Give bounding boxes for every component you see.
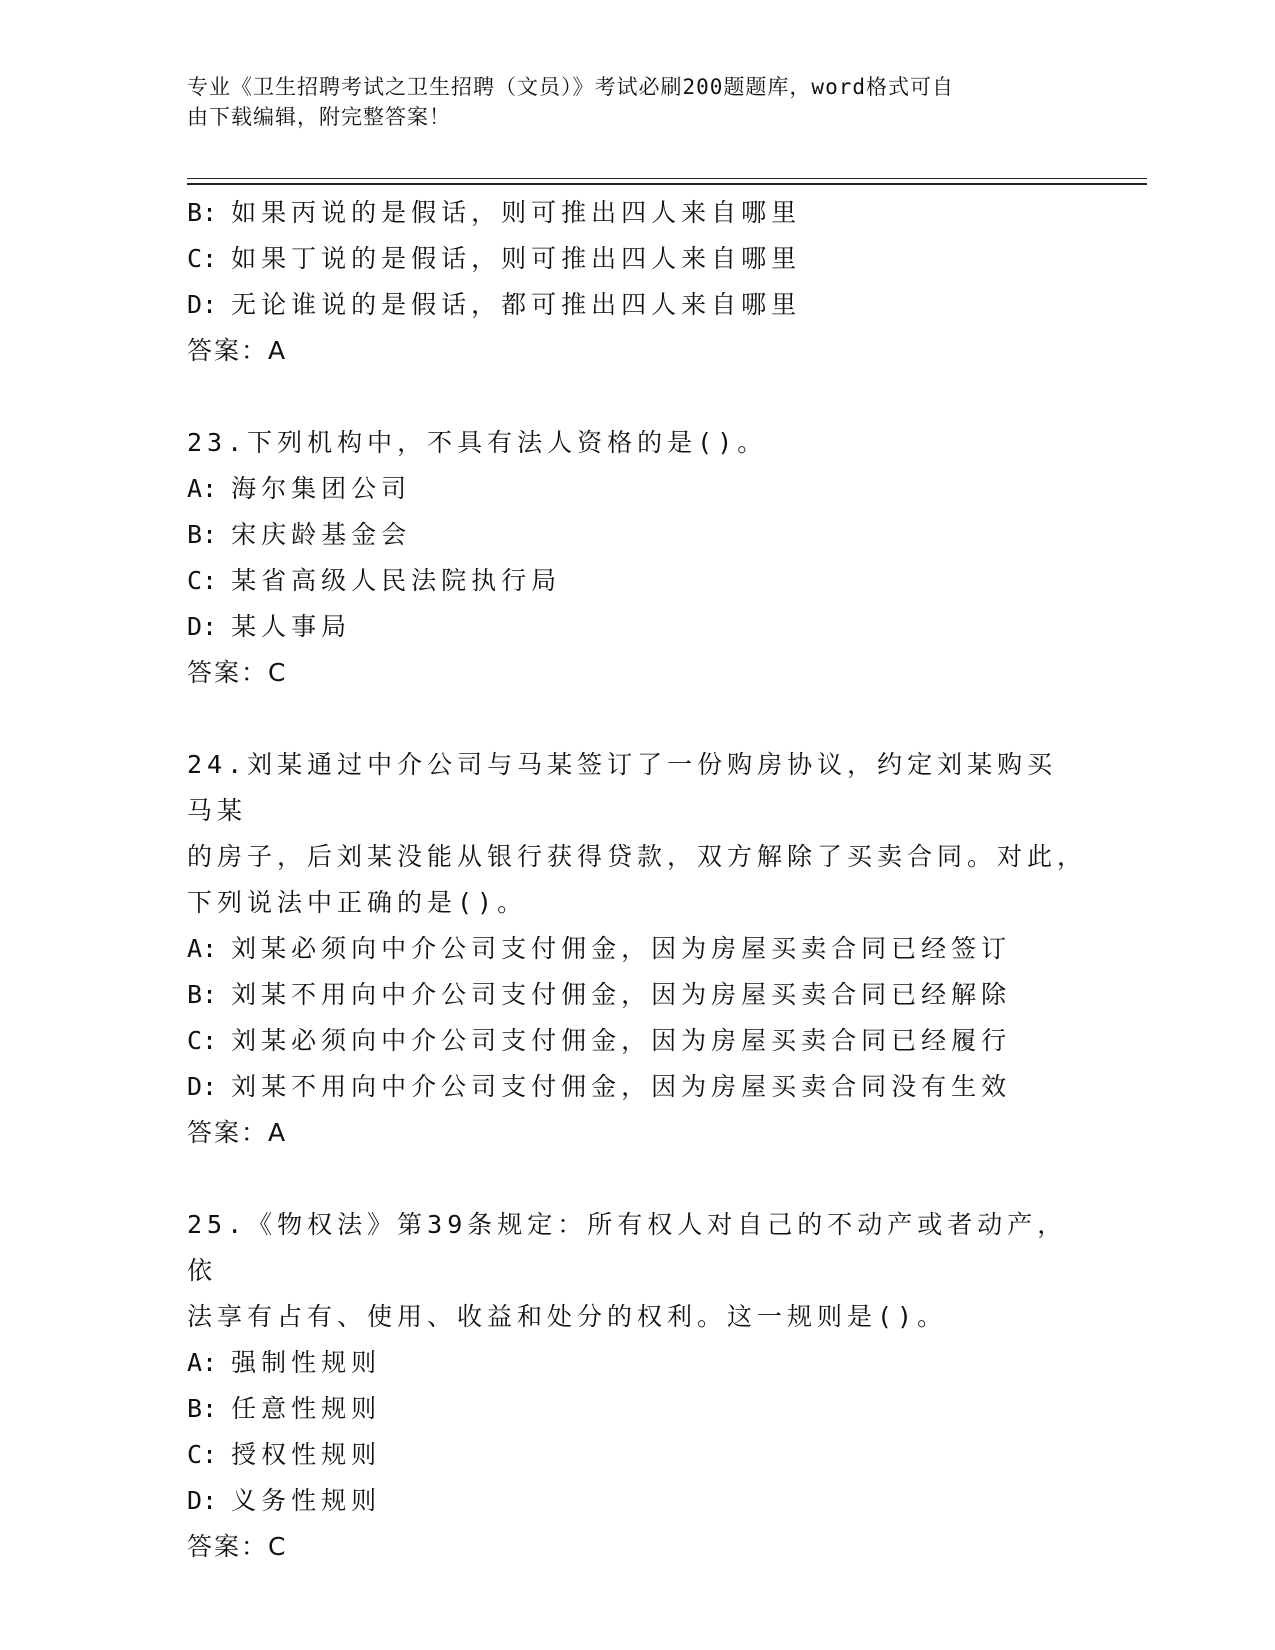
option-row <box>187 512 1087 558</box>
question-stem: 25.《物权法》第39条规定：所有权人对自己的不动产或者动产，依 <box>187 1210 1068 1285</box>
question-stem: 法享有占有、使用、收益和处分的权利。这一规则是()。 <box>187 1302 948 1331</box>
option-text: 刘某不用向中介公司支付佣金，因为房屋买卖合同没有生效 <box>231 1072 1012 1101</box>
option-row <box>187 1018 1087 1064</box>
option-row <box>187 604 1087 650</box>
question-24 <box>187 742 1087 1156</box>
option-text: 刘某必须向中介公司支付佣金，因为房屋买卖合同已经履行 <box>231 1026 1012 1055</box>
header-title-line-2: 由下载编辑，附完整答案！ <box>187 105 451 129</box>
option-text: 某省高级人民法院执行局 <box>231 566 562 595</box>
option-row <box>187 466 1087 512</box>
option-row <box>187 1432 1087 1478</box>
option-row <box>187 190 1087 236</box>
answer-line: 答案：C <box>187 1532 288 1561</box>
option-text: 义务性规则 <box>231 1486 382 1515</box>
spacer <box>187 374 1087 420</box>
option-key: D: <box>187 1072 218 1101</box>
option-key: B: <box>187 1394 218 1423</box>
option-key: A: <box>187 1348 218 1377</box>
option-row <box>187 1478 1087 1524</box>
option-key: C: <box>187 244 218 273</box>
option-row <box>187 558 1087 604</box>
document-header <box>187 72 1067 132</box>
answer-line: 答案：A <box>187 336 288 365</box>
option-key: B: <box>187 980 218 1009</box>
option-text: 授权性规则 <box>231 1440 382 1469</box>
option-key: D: <box>187 290 218 319</box>
option-row <box>187 1386 1087 1432</box>
answer-line: 答案：A <box>187 1118 288 1147</box>
question-stem: 的房子，后刘某没能从银行获得贷款，双方解除了买卖合同。对此， <box>187 842 1088 871</box>
option-text: 如果丙说的是假话，则可推出四人来自哪里 <box>231 198 802 227</box>
option-row <box>187 926 1087 972</box>
option-text: 海尔集团公司 <box>231 474 412 503</box>
option-row <box>187 972 1087 1018</box>
option-text: 刘某不用向中介公司支付佣金，因为房屋买卖合同已经解除 <box>231 980 1012 1009</box>
question-stem: 23.下列机构中，不具有法人资格的是()。 <box>187 428 768 457</box>
header-rule-thin <box>187 178 1147 179</box>
option-row <box>187 1340 1087 1386</box>
option-key: C: <box>187 1026 218 1055</box>
question-stem: 下列说法中正确的是()。 <box>187 888 528 917</box>
option-key: A: <box>187 474 218 503</box>
option-row <box>187 1064 1087 1110</box>
option-key: B: <box>187 520 218 549</box>
option-row <box>187 236 1087 282</box>
option-key: A: <box>187 934 218 963</box>
option-text: 如果丁说的是假话，则可推出四人来自哪里 <box>231 244 802 273</box>
prev-question <box>187 190 1087 374</box>
question-content <box>187 190 1087 1570</box>
spacer <box>187 696 1087 742</box>
option-row <box>187 282 1087 328</box>
header-rule-thick <box>187 183 1147 185</box>
option-text: 宋庆龄基金会 <box>231 520 412 549</box>
option-text: 刘某必须向中介公司支付佣金，因为房屋买卖合同已经签订 <box>231 934 1012 963</box>
option-key: C: <box>187 566 218 595</box>
option-key: D: <box>187 1486 218 1515</box>
answer-line: 答案：C <box>187 658 288 687</box>
option-key: C: <box>187 1440 218 1469</box>
option-text: 强制性规则 <box>231 1348 382 1377</box>
question-23 <box>187 420 1087 696</box>
question-25 <box>187 1202 1087 1570</box>
option-key: D: <box>187 612 218 641</box>
spacer <box>187 1156 1087 1202</box>
question-stem: 24.刘某通过中介公司与马某签订了一份购房协议，约定刘某购买马某 <box>187 750 1058 825</box>
option-key: B: <box>187 198 218 227</box>
option-text: 某人事局 <box>231 612 352 641</box>
header-title-line-1: 专业《卫生招聘考试之卫生招聘（文员）》考试必刷200题题库，word格式可自 <box>187 75 954 99</box>
option-text: 无论谁说的是假话，都可推出四人来自哪里 <box>231 290 802 319</box>
option-text: 任意性规则 <box>231 1394 382 1423</box>
